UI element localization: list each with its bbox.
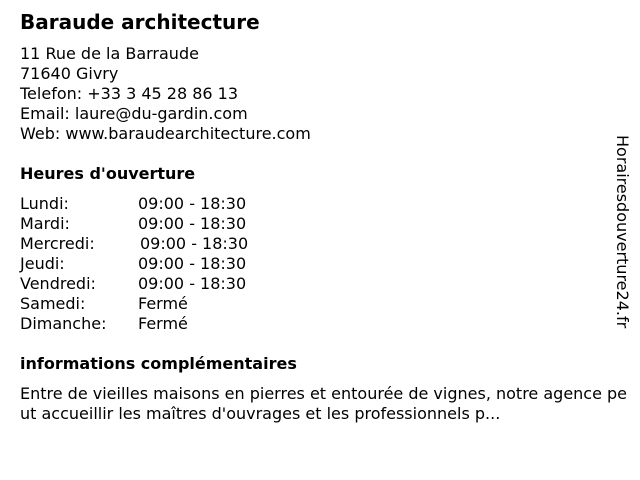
website-address: Web: www.baraudearchitecture.com [20,124,311,143]
time-value: 09:00 - 18:30 [138,274,247,293]
site-watermark: Horairesdouverture24.fr [613,135,632,329]
email-address: Email: laure@du-gardin.com [20,104,248,123]
time-value: 09:00 - 18:30 [138,194,247,213]
time-value: Fermé [138,314,188,333]
day-label: Lundi: [20,194,69,213]
opening-hours-heading: Heures d'ouverture [20,164,196,183]
day-label: Mardi: [20,214,70,233]
time-value: 09:00 - 18:30 [138,254,247,273]
day-label: Dimanche: [20,314,107,333]
day-label: Vendredi: [20,274,96,293]
day-label: Jeudi: [20,254,65,273]
time-value: 09:00 - 18:30 [140,234,249,253]
day-label: Mercredi: [20,234,95,253]
additional-info-text: Entre de vieilles maisons en pierres et entourée de vignes, notre agence peut accueillir les maîtres d'ouvrages et les professionnels p... [20,384,628,423]
time-value: Fermé [138,294,188,313]
additional-info-heading: informations complémentaires [20,354,297,373]
contact-block [20,44,311,144]
city-postal-code: 71640 Givry [20,64,119,83]
time-value: 09:00 - 18:30 [138,214,247,233]
business-name: Baraude architecture [20,10,260,34]
day-label: Samedi: [20,294,86,313]
street-address: 11 Rue de la Barraude [20,44,199,63]
phone-number: Telefon: +33 3 45 28 86 13 [20,84,239,103]
